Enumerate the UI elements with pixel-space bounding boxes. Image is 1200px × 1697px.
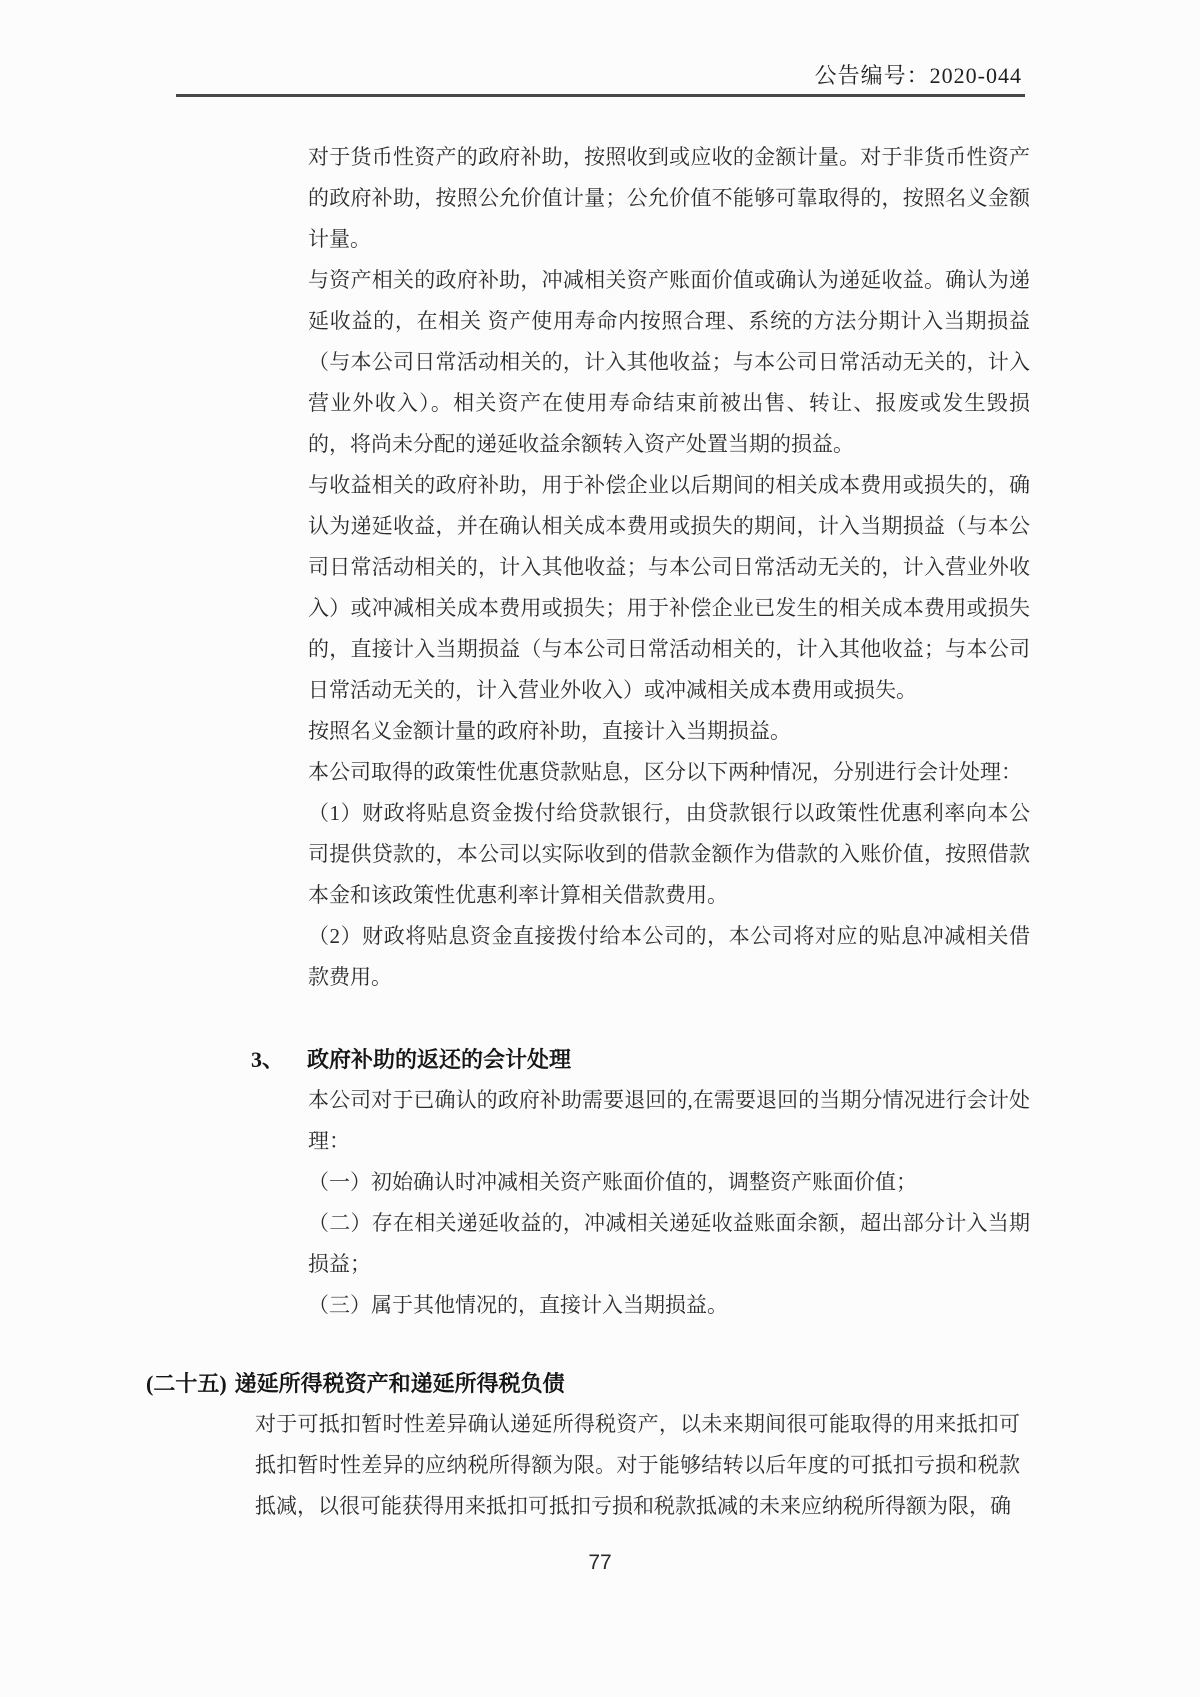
body-paragraph: 与资产相关的政府补助，冲减相关资产账面价值或确认为递延收益。确认为递延收益的，在相关 资产使用寿命内按照合理、系统的方法分期计入当期损益（与本公司日常活动相关的，计入其他收益；与本公司日常活动无关的，计入营业外收入）。相关资产在使用寿命结束前被出售、转让、报废或发生毁损的，将尚未分配的递延收益余额转入资产处置当期的损益。 xyxy=(308,268,1030,456)
page-header xyxy=(815,62,1022,90)
page-number: 77 xyxy=(588,1551,612,1574)
body-paragraph: （三）属于其他情况的，直接计入当期损益。 xyxy=(308,1293,728,1317)
body-paragraph: 本公司取得的政策性优惠贷款贴息，区分以下两种情况，分别进行会计处理： xyxy=(308,760,1022,784)
section3-number: 3、 xyxy=(251,1047,285,1072)
section25-heading xyxy=(146,1363,1026,1404)
subsidy-accounting-block xyxy=(308,137,1030,998)
body-paragraph: 按照名义金额计量的政府补助，直接计入当期损益。 xyxy=(308,719,791,743)
section3-heading xyxy=(251,1039,1026,1080)
body-paragraph: 对于货币性资产的政府补助，按照收到或应收的金额计量。对于非货币性资产的政府补助，按照公允价值计量；公允价值不能够可靠取得的，按照名义金额计量。 xyxy=(308,145,1030,251)
body-paragraph: （一）初始确认时冲减相关资产账面价值的，调整资产账面价值； xyxy=(308,1170,917,1194)
body-paragraph: 与收益相关的政府补助，用于补偿企业以后期间的相关成本费用或损失的，确认为递延收益，并在确认相关成本费用或损失的期间，计入当期损益（与本公司日常活动相关的，计入其他收益；与本公司日常活动无关的，计入营业外收入）或冲减相关成本费用或损失；用于补偿企业已发生的相关成本费用或损失的，直接计入当期损益（与本公司日常活动相关的，计入其他收益；与本公司日常活动无关的，计入营业外收入）或冲减相关成本费用或损失。 xyxy=(308,473,1030,702)
body-paragraph: （1）财政将贴息资金拨付给贷款银行，由贷款银行以政策性优惠利率向本公司提供贷款的，本公司以实际收到的借款金额作为借款的入账价值，按照借款本金和该政策性优惠利率计算相关借款费用。 xyxy=(308,801,1030,907)
section25-number: (二十五) xyxy=(146,1371,227,1396)
body-paragraph: 对于可抵扣暂时性差异确认递延所得税资产，以未来期间很可能取得的用来抵扣可抵扣暂时性差异的应纳税所得额为限。对于能够结转以后年度的可抵扣亏损和税款抵减，以很可能获得用来抵扣可抵扣亏损和税款抵减的未来应纳税所得额为限，确 xyxy=(255,1412,1020,1518)
body-paragraph: （2）财政将贴息资金直接拨付给本公司的，本公司将对应的贴息冲减相关借款费用。 xyxy=(308,924,1030,989)
section3-body xyxy=(308,1080,1030,1326)
document-content xyxy=(146,137,1030,1527)
section3-title: 政府补助的返还的会计处理 xyxy=(307,1047,572,1072)
doc-number: 公告编号：2020-044 xyxy=(814,63,1022,88)
body-paragraph: 本公司对于已确认的政府补助需要退回的,在需要退回的当期分情况进行会计处理： xyxy=(308,1088,1030,1153)
body-paragraph: （二）存在相关递延收益的，冲减相关递延收益账面余额，超出部分计入当期损益； xyxy=(308,1211,1030,1276)
section25-title: 递延所得税资产和递延所得税负债 xyxy=(234,1371,565,1396)
header-rule xyxy=(176,94,1025,97)
page-footer xyxy=(0,1549,1200,1577)
section25-body xyxy=(255,1404,1020,1527)
